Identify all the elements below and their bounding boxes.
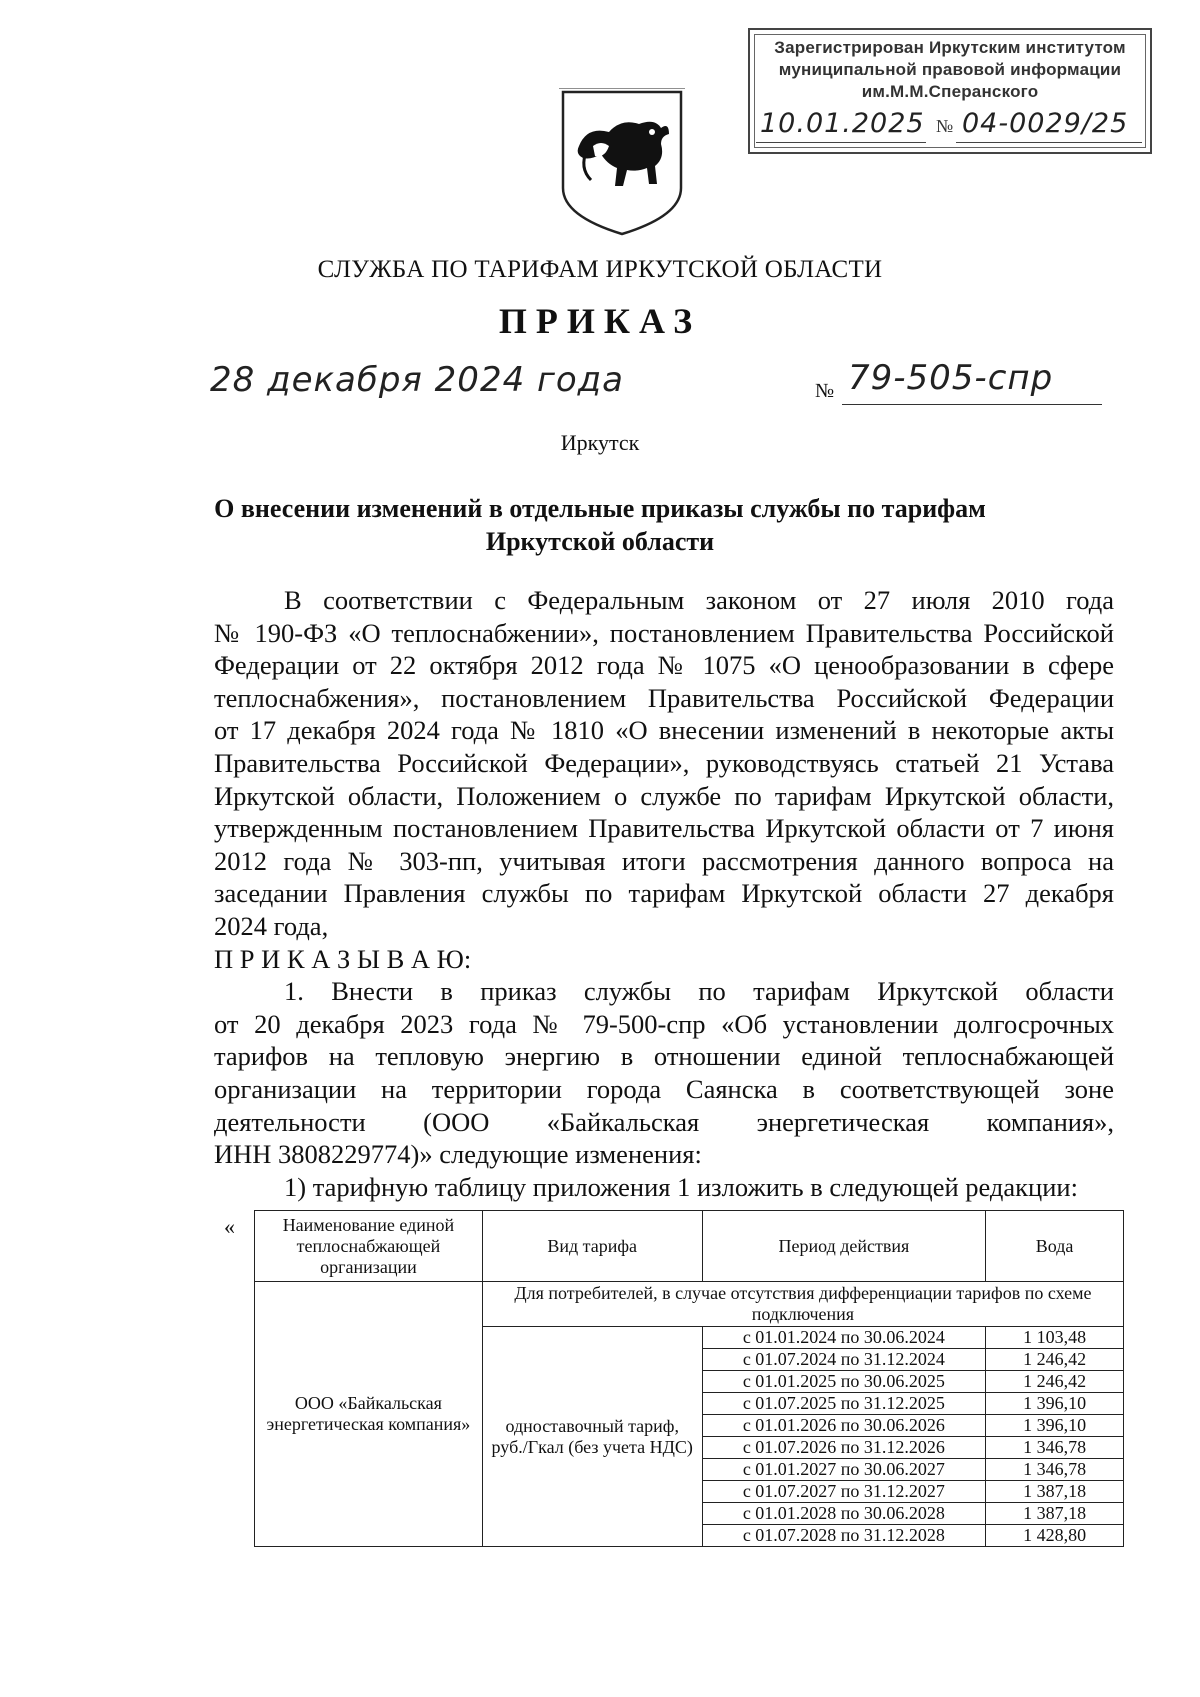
header-org: Наименование единой теплоснабжающей организации (255, 1211, 483, 1282)
preamble-line: Федерации от 22 октября 2012 года № 1075 «О ценообразовании в сфере (214, 650, 1114, 681)
value-cell: 1 387,18 (986, 1481, 1124, 1503)
period-cell: с 01.01.2025 по 30.06.2025 (702, 1371, 986, 1393)
period-cell: с 01.01.2026 по 30.06.2026 (702, 1415, 986, 1437)
value-cell: 1 387,18 (986, 1503, 1124, 1525)
item1-line: тарифов на тепловую энергию в отношении единой теплоснабжающей (214, 1041, 1114, 1072)
item1-line: деятельности (ООО «Байкальская энергетическая компания», (214, 1106, 1114, 1137)
preamble-line: утвержденным постановлением Правительства Иркутской области от 7 июня (214, 813, 1114, 844)
stamp-line-2: муниципальной правовой информации (778, 60, 1122, 79)
preamble-line: В соответствии с Федеральным законом от 27 июля 2010 года (284, 585, 1114, 615)
stamp-date-underline (756, 142, 926, 143)
value-cell: 1 396,10 (986, 1415, 1124, 1437)
preamble-line: 2024 года, (214, 910, 329, 941)
preamble-line: Иркутской области, Положением о службе по тарифам Иркутской области, (214, 780, 1114, 811)
order-word: П Р И К А З Ы В А Ю: (214, 943, 472, 974)
document-title (160, 492, 1040, 558)
stamp-number-underline (956, 142, 1142, 143)
table-subheader-row (255, 1282, 1124, 1327)
coat-of-arms-icon (557, 88, 687, 238)
period-cell: с 01.07.2024 по 31.12.2024 (702, 1349, 986, 1371)
subitem1-line: 1) тарифную таблицу приложения 1 изложить в следующей редакции: (284, 1171, 1078, 1202)
document-type: ПРИКАЗ (498, 301, 702, 341)
period-cell: с 01.01.2028 по 30.06.2028 (702, 1503, 986, 1525)
service-name: СЛУЖБА ПО ТАРИФАМ ИРКУТСКОЙ ОБЛАСТИ (317, 256, 883, 283)
item1-line: от 20 декабря 2023 года № 79-500-спр «Об установлении долгосрочных (214, 1008, 1114, 1039)
period-cell: с 01.07.2028 по 31.12.2028 (702, 1525, 986, 1547)
stamp-line-3: им.М.М.Сперанского (861, 82, 1039, 101)
document-body (214, 584, 1114, 1203)
value-cell: 1 346,78 (986, 1437, 1124, 1459)
number-underline (842, 404, 1102, 405)
stamp-number: 04-0029/25 (962, 108, 1129, 139)
header-period: Период действия (702, 1211, 986, 1282)
item1-line: 1. Внести в приказ службы по тарифам Иркутской области (284, 976, 1114, 1007)
preamble-line: заседании Правления службы по тарифам Иркутской области 27 декабря (214, 878, 1114, 909)
period-cell: с 01.07.2025 по 31.12.2025 (702, 1393, 986, 1415)
tariff-table (254, 1210, 1124, 1547)
table-header-row (255, 1211, 1124, 1282)
value-cell: 1 103,48 (986, 1327, 1124, 1349)
value-cell: 1 396,10 (986, 1393, 1124, 1415)
quote-open-mark: « (224, 1214, 235, 1239)
stamp-number-label: № (936, 116, 954, 136)
document-number-label: № (815, 380, 835, 402)
tariff-type-cell: одноставочный тариф, руб./Гкал (без учета НДС) (482, 1327, 702, 1547)
value-cell: 1 246,42 (986, 1371, 1124, 1393)
value-cell: 1 428,80 (986, 1525, 1124, 1547)
document-city: Иркутск (560, 430, 640, 455)
stamp-line-1: Зарегистрирован Иркутским институтом (774, 38, 1126, 57)
item1-line: организации на территории города Саянска в соответствующей зоне (214, 1073, 1114, 1104)
period-cell: с 01.01.2024 по 30.06.2024 (702, 1327, 986, 1349)
period-cell: с 01.07.2026 по 31.12.2026 (702, 1437, 986, 1459)
org-name-cell: ООО «Байкальская энергетическая компания» (255, 1282, 483, 1547)
header-tariff-type: Вид тарифа (482, 1211, 702, 1282)
preamble-line: № 190-ФЗ «О теплоснабжении», постановлением Правительства Российской (214, 617, 1114, 648)
title-line-2: Иркутской области (485, 527, 715, 556)
document-date: 28 декабря 2024 года (210, 360, 625, 400)
subheader-cell: Для потребителей, в случае отсутствия дифференциации тарифов по схеме подключения (482, 1282, 1123, 1327)
registration-stamp (748, 28, 1152, 154)
preamble-line: 2012 года № 303-пп, учитывая итоги рассмотрения данного вопроса на (214, 845, 1114, 876)
preamble-line: теплоснабжения», постановлением Правительства Российской Федерации (214, 682, 1114, 713)
preamble-line: Правительства Российской Федерации», руководствуясь статьей 21 Устава (214, 747, 1114, 778)
value-cell: 1 346,78 (986, 1459, 1124, 1481)
stamp-date: 10.01.2025 (760, 108, 925, 139)
document-number: 79-505-спр (848, 358, 1054, 398)
header-water: Вода (986, 1211, 1124, 1282)
period-cell: с 01.01.2027 по 30.06.2027 (702, 1459, 986, 1481)
period-cell: с 01.07.2027 по 31.12.2027 (702, 1481, 986, 1503)
preamble-line: от 17 декабря 2024 года № 1810 «О внесении изменений в некоторые акты (214, 715, 1114, 746)
value-cell: 1 246,42 (986, 1349, 1124, 1371)
item1-line: ИНН 3808229774)» следующие изменения: (214, 1139, 702, 1170)
title-line-1: О внесении изменений в отдельные приказы службы по тарифам (214, 494, 986, 523)
